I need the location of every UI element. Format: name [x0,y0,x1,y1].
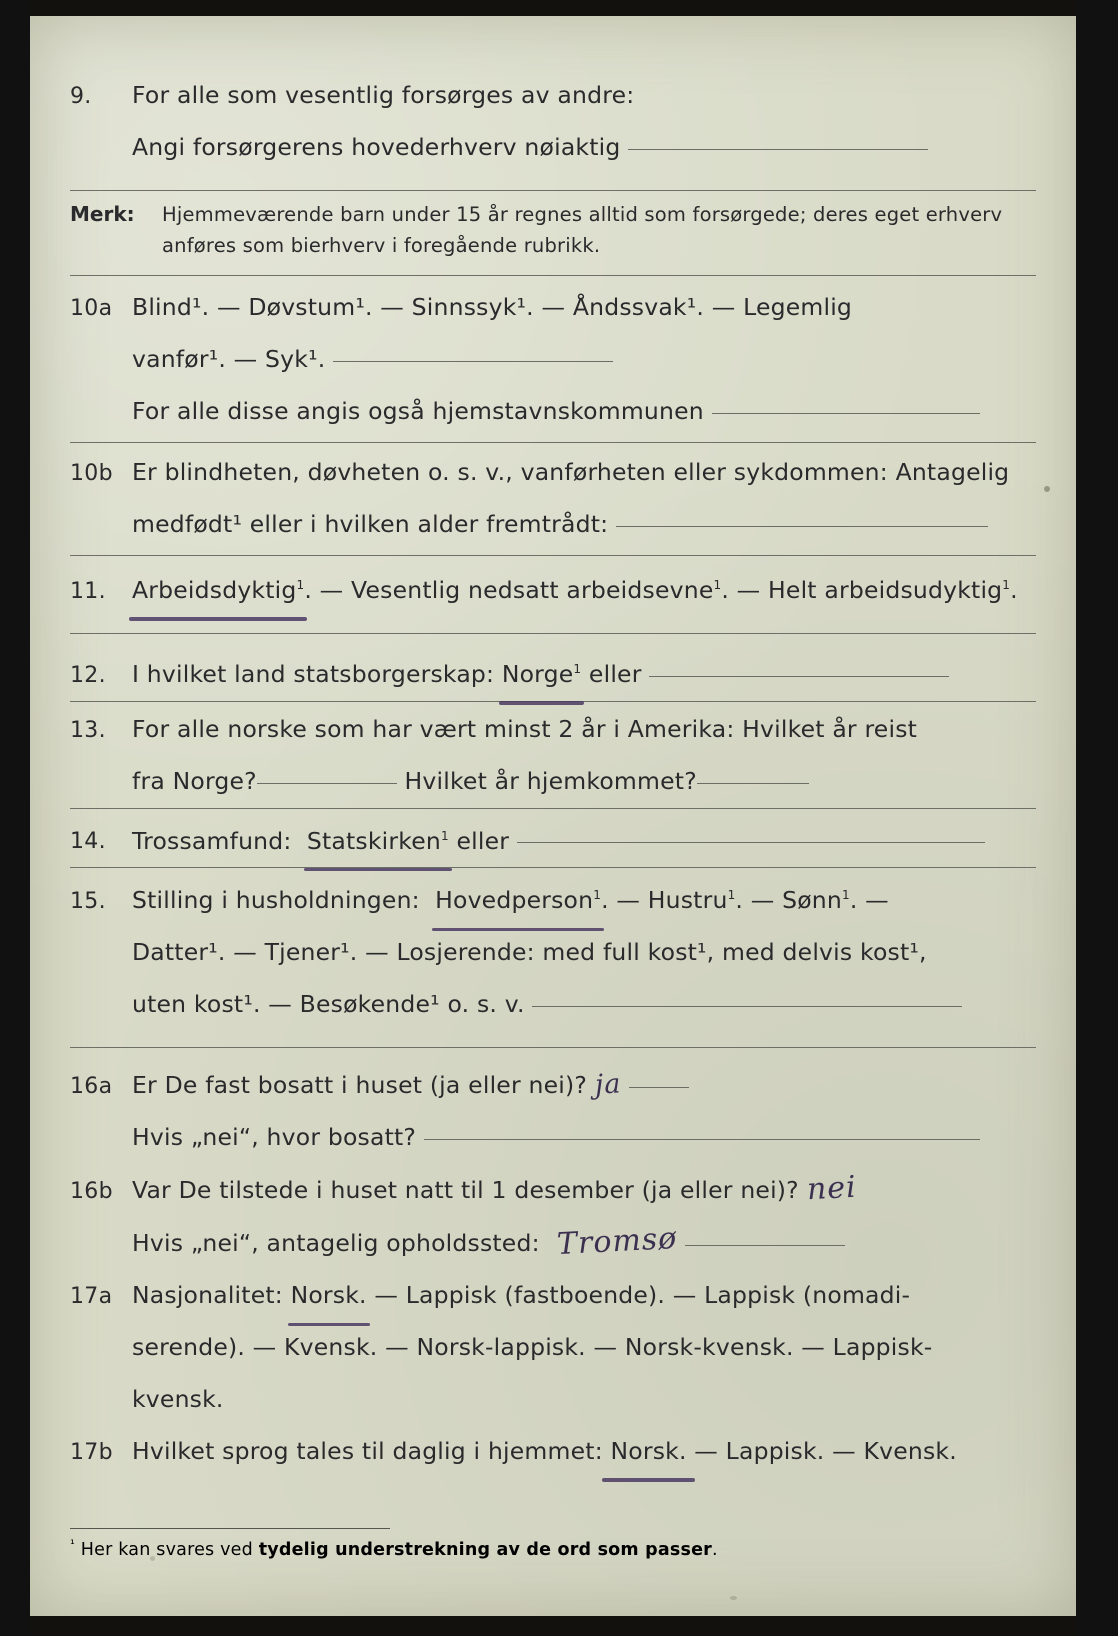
write-in-line[interactable] [532,1005,962,1007]
footnote-bold: tydelig understrekning av de ord som passer [258,1540,713,1560]
write-in-line[interactable] [697,782,809,784]
underlined-answer-norsk-language[interactable]: Norsk. [610,1426,686,1476]
write-in-line[interactable] [649,675,949,677]
question-10b-line2 [70,499,1036,549]
question-15 [70,870,1036,925]
question-17a-text: Nasjonalitet: Norsk. — Lappisk (fastboende). — Lappisk (nomadi- [132,1270,1036,1320]
scan-edge-left [0,0,30,1636]
question-15-line3 [70,979,1036,1029]
question-14 [70,811,1036,866]
question-text: For alle norske som har vært minst 2 år i Amerika: Hvilket år reist [132,714,918,743]
note-text [162,199,1036,261]
divider [70,808,1036,809]
question-9-subline [70,122,1036,172]
footnote-rule [70,1528,390,1529]
write-in-line[interactable] [257,782,397,784]
question-number: 16a [70,1074,113,1100]
divider [70,1047,1036,1048]
question-text: Angi forsørgerens hovederhverv nøiaktig [132,133,621,161]
question-10b-answer [132,499,1036,549]
question-10a [70,282,1036,332]
question-text: kvensk. [132,1385,224,1414]
question-text: vanfør¹. — Syk¹. [132,345,326,373]
question-number: 9. [70,84,92,109]
question-10a-options-cont [132,334,1036,384]
paper-blemish [1044,486,1050,492]
question-10a-line2 [70,334,1036,384]
question-number: 14. [70,829,106,855]
question-number: 15. [70,889,106,915]
write-in-line[interactable] [628,148,928,150]
handwritten-answer-16a: ja [593,1068,622,1101]
question-10a-municipality [132,386,1036,436]
form-body [70,70,1036,1478]
question-number: 17a [70,1284,113,1310]
note-line: Hjemmeværende barn under 15 år regnes alltid som forsørgede; deres eget erhverv [162,203,1003,226]
question-16b [70,1164,1036,1215]
question-17a-line2 [70,1322,1036,1372]
divider [70,867,1036,868]
divider [70,633,1036,634]
question-16b-line2 [70,1217,1036,1268]
question-text: Er blindheten, døvheten o. s. v., vanførheten eller sykdommen: Antagelig [132,458,1010,486]
note-line: anføres som bierhverv i foregående rubrikk. [162,234,601,257]
write-in-line[interactable] [629,1086,689,1088]
census-form-page [30,16,1076,1616]
write-in-line[interactable] [424,1138,980,1140]
question-11 [70,560,1036,615]
question-16a-line2 [70,1112,1036,1162]
question-9-answer-line [132,122,1036,172]
paper-speckle [730,1596,737,1600]
divider [70,190,1036,191]
question-17b [70,1426,1036,1476]
write-in-line[interactable] [517,841,985,843]
question-number: 16b [70,1179,113,1205]
question-13-line2 [70,756,1036,806]
handwritten-answer-16b-place: Tromsø [556,1221,679,1263]
question-12-text: I hvilket land statsborgerskap: Norge$^1$ eller [132,644,1036,699]
write-in-line[interactable] [616,525,988,527]
question-text: medfødt¹ eller i hvilken alder fremtrådt: [132,510,609,538]
question-17b-text: Hvilket sprog tales til daglig i hjemmet: Norsk. — Lappisk. — Kvensk. [132,1426,1036,1476]
question-number: 13. [70,717,106,743]
divider [70,555,1036,556]
question-14-text: Trossamfund: Statskirken$^1$ eller [132,811,1036,866]
note-merk [70,199,1036,261]
underlined-answer-statskirken[interactable]: Statskirken$^1$ [307,811,449,866]
scan-edge-right [1076,0,1118,1636]
question-text: Er De fast bosatt i huset (ja eller nei)? [132,1071,588,1100]
question-text: For alle disse angis også hjemstavnskommunen [132,397,704,425]
underlined-answer-norsk-nationality[interactable]: Norsk. [291,1270,367,1320]
question-17a [70,1270,1036,1320]
footnote-marker: ¹ [70,1537,76,1552]
question-text: serende). — Kvensk. — Norsk-lappisk. — Norsk-kvensk. — Lappisk- [132,1333,933,1362]
write-in-line[interactable] [712,412,980,414]
question-16b-text [132,1164,1036,1215]
footnote-text [70,1537,1036,1560]
handwritten-answer-16b: nei [805,1170,858,1208]
question-10b [70,447,1036,497]
question-number: 17b [70,1440,113,1466]
question-11-text: Arbeidsdyktig$^1$. — Vesentlig nedsatt arbeidsevne$^1$. — Helt arbeidsudyktig$^1$. [132,560,1036,615]
question-text: For alle som vesentlig forsørges av andre: [132,81,635,109]
question-15-text: Stilling i husholdningen: Hovedperson$^1$. — Hustru$^1$. — Sønn$^1$. — [132,870,1036,925]
write-in-line[interactable] [685,1244,845,1246]
question-text: uten kost¹. — Besøkende¹ o. s. v. [132,990,525,1019]
question-text: Hvis „nei“, antagelig opholdssted: [132,1229,540,1258]
question-text: Blind¹. — Døvstum¹. — Sinnssyk¹. — Åndssvak¹. — Legemlig [132,293,853,321]
question-number: 10b [70,461,113,486]
question-15-line2 [70,927,1036,977]
footnote-post: . [712,1540,718,1560]
question-number: 11. [70,578,106,604]
footnote-pre: Her kan svares ved [80,1540,259,1560]
question-15-line3-text [132,979,1036,1029]
question-text: Hvis „nei“, hvor bosatt? [132,1123,417,1152]
question-text: Var De tilstede i huset natt til 1 desember (ja eller nei)? [132,1176,799,1205]
question-16a [70,1060,1036,1110]
question-13-answers: fra Norge? Hvilket år hjemkommet? [132,756,1036,806]
question-number: 12. [70,662,106,688]
question-10a-line3 [70,386,1036,436]
note-label: Merk: [70,202,135,226]
question-13 [70,704,1036,754]
write-in-line[interactable] [333,360,613,362]
divider [70,275,1036,276]
question-17a-line3 [70,1374,1036,1424]
question-16a-text [132,1060,1036,1110]
question-12 [70,644,1036,699]
question-16a-where [132,1112,1036,1162]
footnote [70,1528,1036,1560]
question-number: 10a [70,296,113,321]
divider [70,442,1036,443]
underlined-answer-hovedperson[interactable]: Hovedperson$^1$ [435,870,601,925]
question-16b-place [132,1217,1036,1268]
underlined-answer-norge[interactable]: Norge$^1$ [502,644,581,699]
question-9 [70,70,1036,120]
underlined-answer-arbeidsdyktig[interactable]: Arbeidsdyktig$^1$ [132,560,304,615]
question-text: Datter¹. — Tjener¹. — Losjerende: med full kost¹, med delvis kost¹, [132,938,927,967]
